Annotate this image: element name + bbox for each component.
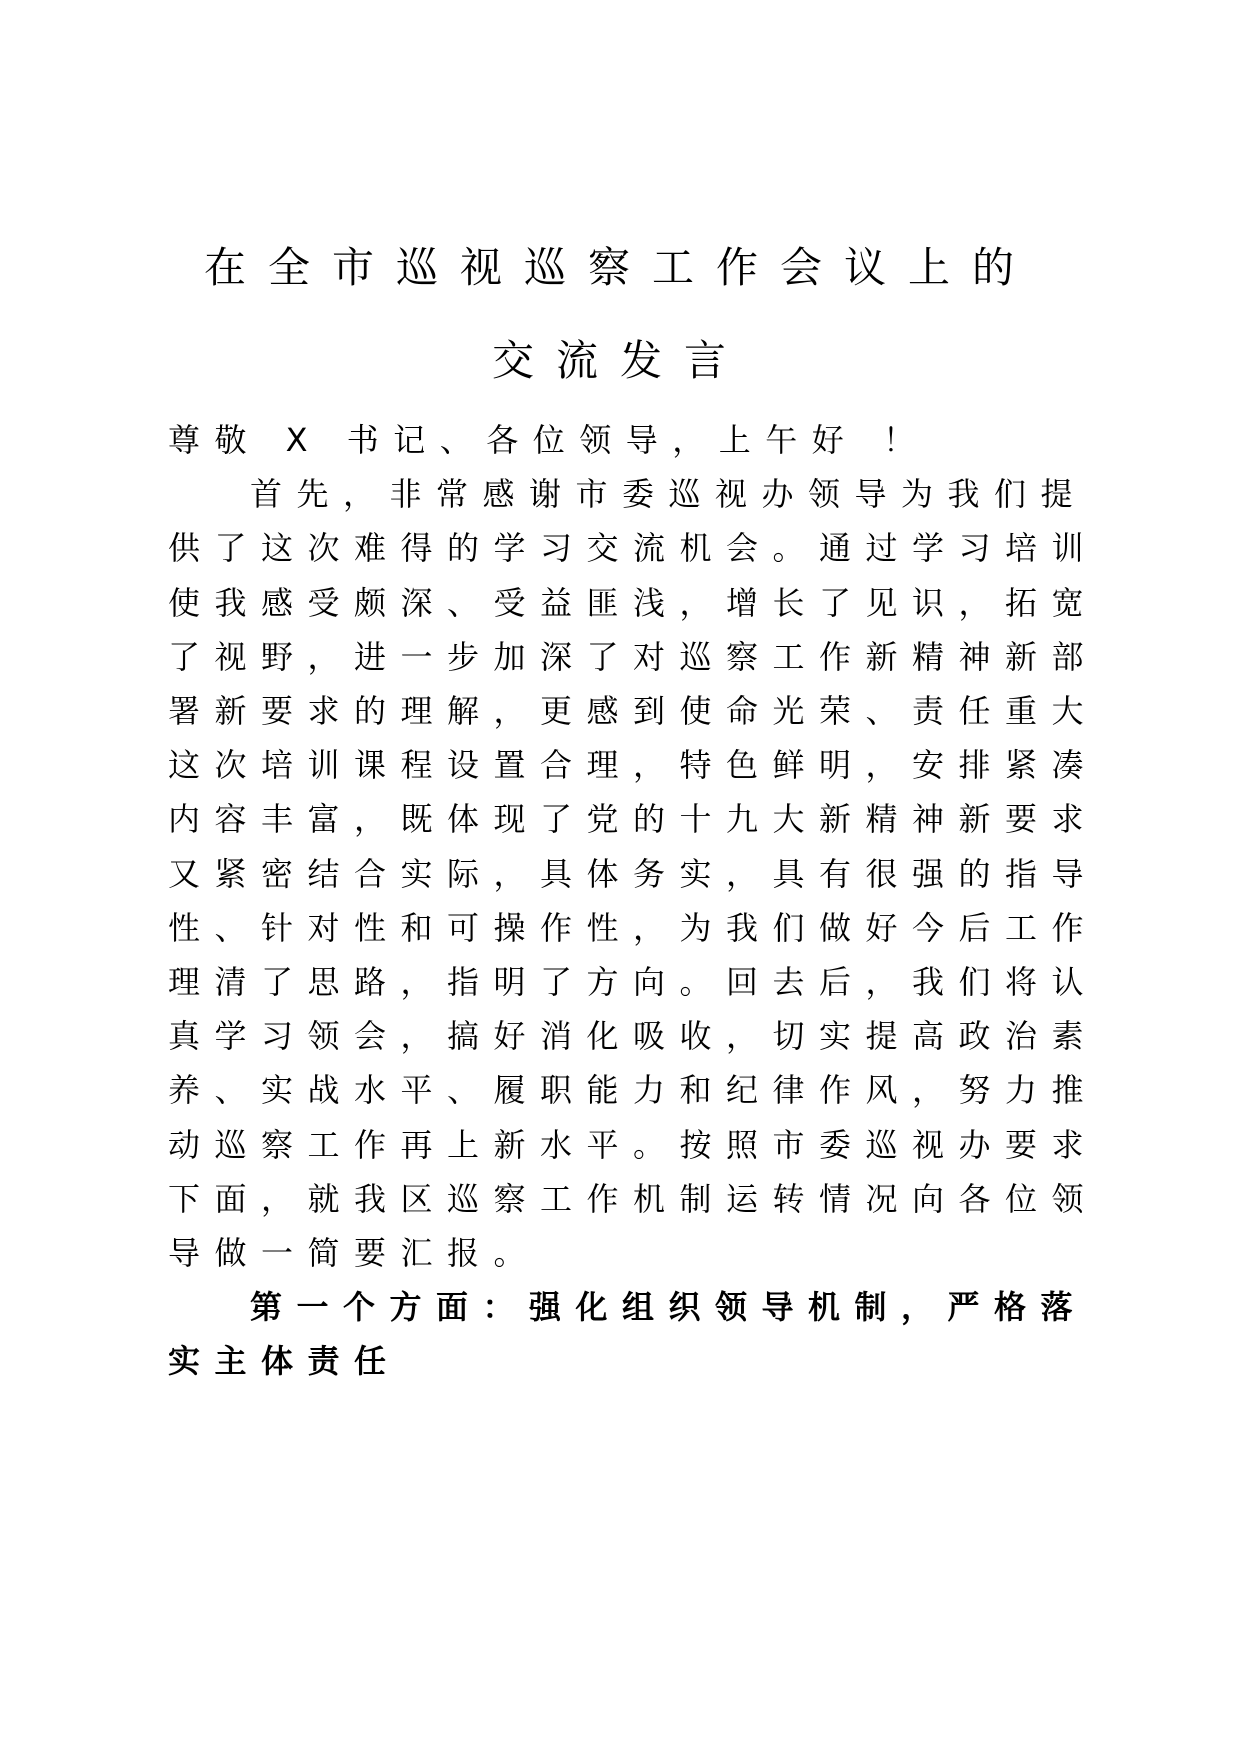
paragraph-line: 养、实战水平、履职能力和纪律作风，努力推 [168, 1071, 1099, 1110]
document-title-line-2: 交流发言 [491, 336, 748, 385]
paragraph-line: 供了这次难得的学习交流机会。通过学习培训 [168, 529, 1099, 568]
document-title-line-1: 在全市巡视巡察工作会议上的 [203, 243, 1036, 292]
paragraph-line: 导做一简要汇报。 [168, 1234, 541, 1272]
paragraph-line: 动巡察工作再上新水平。按照市委巡视办要求 [168, 1125, 1099, 1164]
paragraph-line: 理清了思路，指明了方向。回去后，我们将认 [168, 963, 1099, 1001]
paragraph-line: 了视野，进一步加深了对巡察工作新精神新部 [168, 637, 1099, 676]
paragraph-line: 又紧密结合实际，具体务实，具有很强的指导 [168, 854, 1099, 893]
paragraph-line: 首先，非常感谢市委巡视办领导为我们提 [250, 475, 1088, 514]
paragraph-line: 署新要求的理解，更感到使命光荣、责任重大 [168, 692, 1099, 730]
paragraph-line: 使我感受颇深、受益匪浅，增长了见识，拓宽 [168, 583, 1099, 622]
section-heading-line: 实主体责任 [168, 1342, 401, 1381]
paragraph-line: 下面，就我区巡察工作机制运转情况向各位领 [168, 1179, 1099, 1218]
paragraph-line: 性、针对性和可操作性，为我们做好今后工作 [168, 908, 1099, 947]
paragraph-line: 内容丰富，既体现了党的十九大新精神新要求 [168, 800, 1099, 839]
paragraph-line: 真学习领会，搞好消化吸收，切实提高政治素 [168, 1017, 1099, 1056]
salutation-line: 尊敬 X 书记、各位领导，上午好 ！ [168, 421, 930, 459]
paragraph-line: 这次培训课程设置合理，特色鲜明，安排紧凑 [168, 746, 1099, 785]
section-heading-line: 第一个方面：强化组织领导机制，严格落 [250, 1288, 1088, 1327]
